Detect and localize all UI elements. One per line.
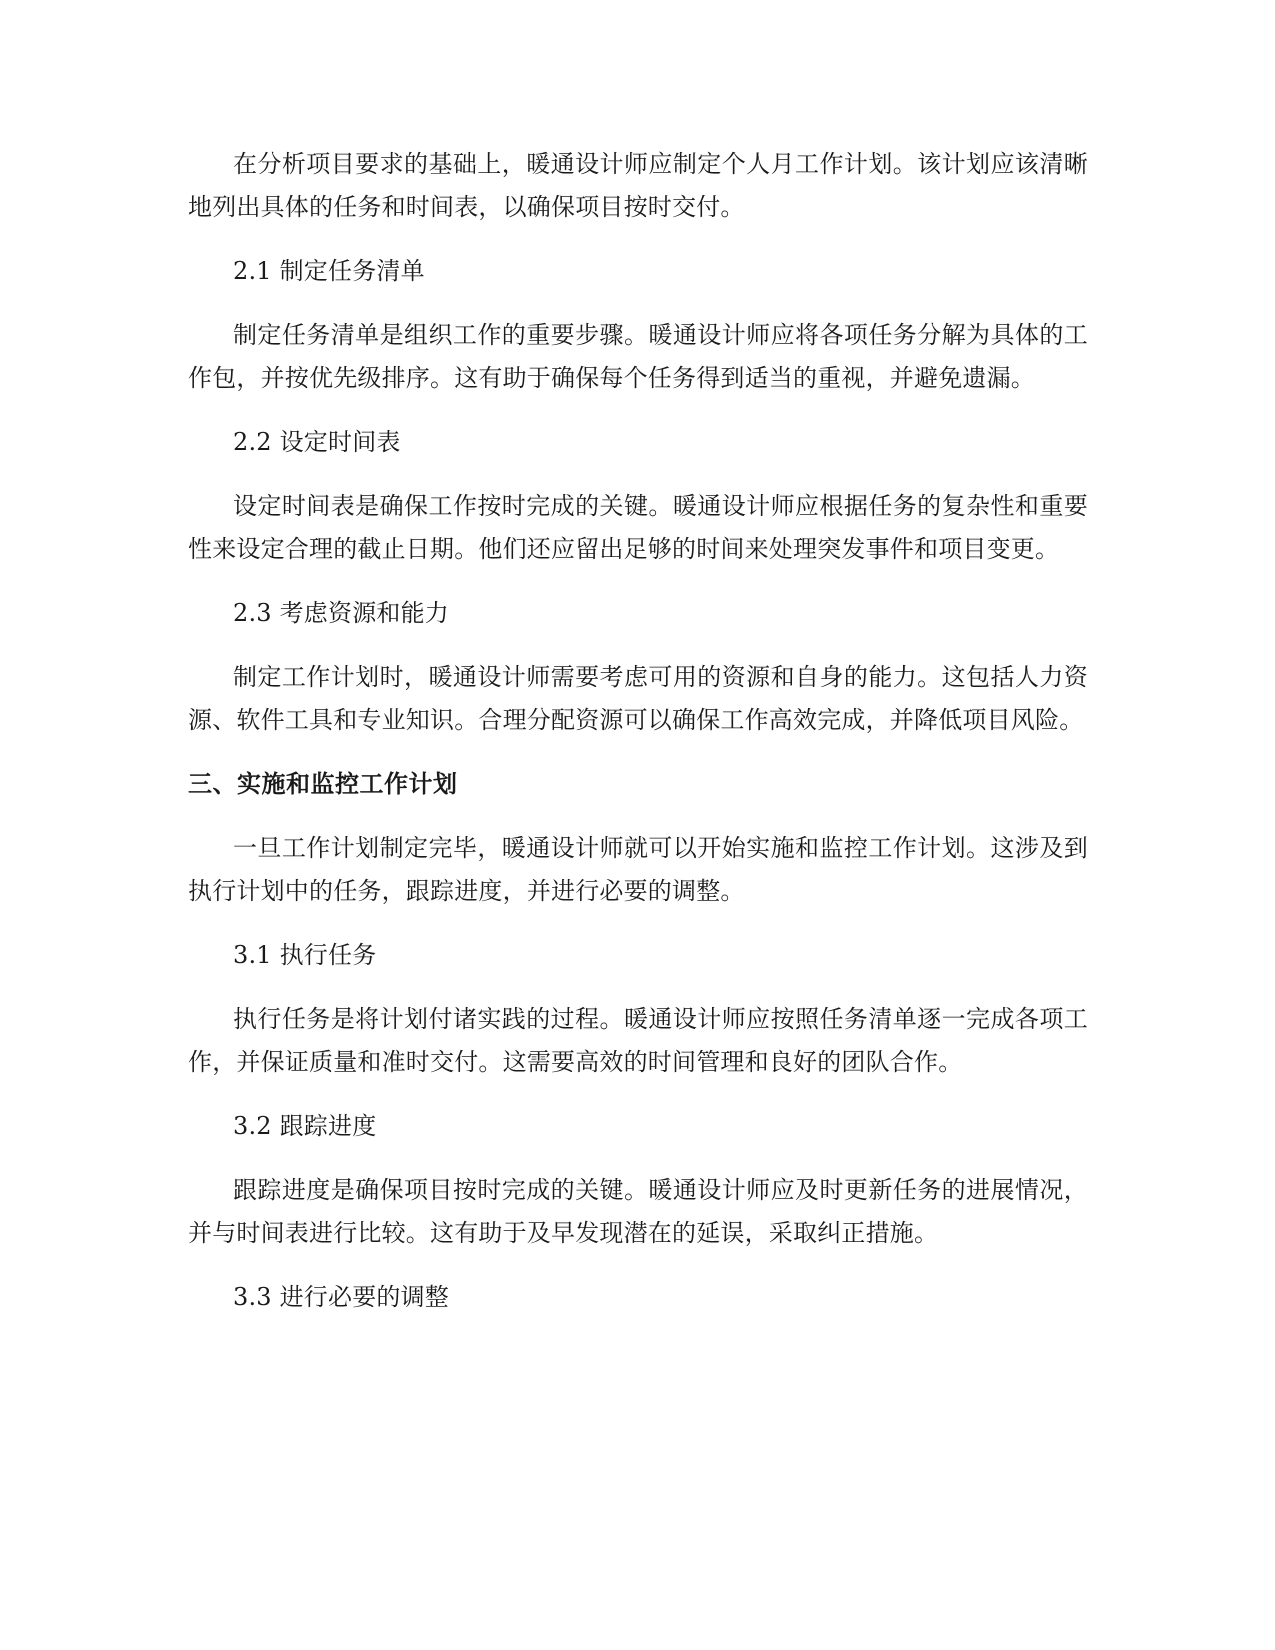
paragraph-task-list: 制定任务清单是组织工作的重要步骤。暖通设计师应将各项任务分解为具体的工作包，并按优先级排序。这有助于确保每个任务得到适当的重视，并避免遗漏。 (188, 321, 1088, 392)
subheading-2-3: 2.3 考虑资源和能力 (233, 599, 449, 627)
paragraph-resources: 制定工作计划时，暖通设计师需要考虑可用的资源和自身的能力。这包括人力资源、软件工具和专业知识。合理分配资源可以确保工作高效完成，并降低项目风险。 (188, 663, 1088, 734)
paragraph-implement-intro: 一旦工作计划制定完毕，暖通设计师就可以开始实施和监控工作计划。这涉及到执行计划中的任务，跟踪进度，并进行必要的调整。 (188, 834, 1088, 905)
subheading-3-1: 3.1 执行任务 (233, 941, 377, 969)
paragraph-schedule: 设定时间表是确保工作按时完成的关键。暖通设计师应根据任务的复杂性和重要性来设定合理的截止日期。他们还应留出足够的时间来处理突发事件和项目变更。 (188, 492, 1088, 563)
subheading-2-1: 2.1 制定任务清单 (233, 257, 425, 285)
document-body (188, 143, 1088, 1340)
subheading-2-2: 2.2 设定时间表 (233, 428, 401, 456)
paragraph-track: 跟踪进度是确保项目按时完成的关键。暖通设计师应及时更新任务的进展情况，并与时间表进行比较。这有助于及早发现潜在的延误，采取纠正措施。 (188, 1176, 1088, 1247)
subheading-3-3: 3.3 进行必要的调整 (233, 1283, 449, 1311)
paragraph-execute: 执行任务是将计划付诸实践的过程。暖通设计师应按照任务清单逐一完成各项工作，并保证质量和准时交付。这需要高效的时间管理和良好的团队合作。 (188, 1005, 1088, 1076)
paragraph-plan-intro: 在分析项目要求的基础上，暖通设计师应制定个人月工作计划。该计划应该清晰地列出具体的任务和时间表，以确保项目按时交付。 (188, 150, 1088, 221)
section-title-3: 三、实施和监控工作计划 (188, 770, 458, 798)
subheading-3-2: 3.2 跟踪进度 (233, 1112, 377, 1140)
